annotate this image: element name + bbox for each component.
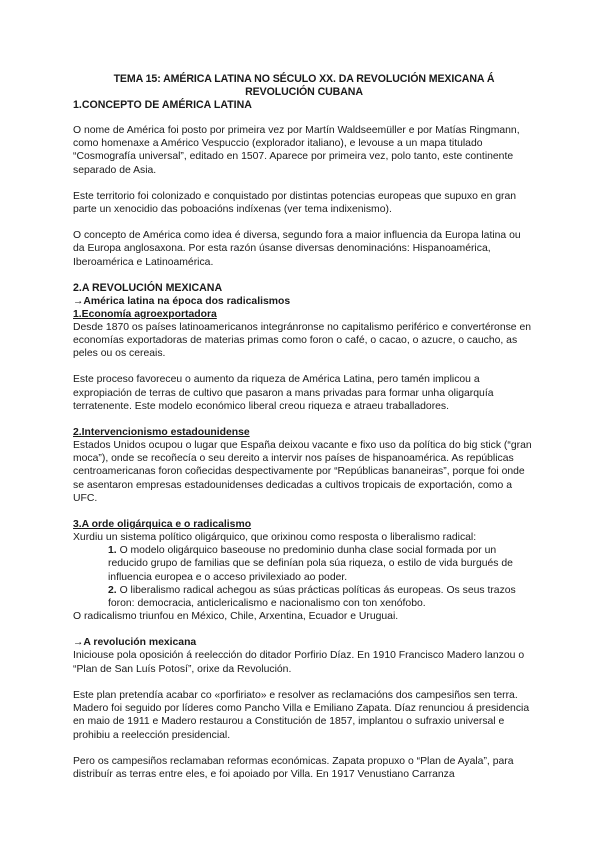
title-line-1: TEMA 15: AMÉRICA LATINA NO SÉCULO XX. DA REVOLUCIÓN MEXICANA Á [113,73,495,85]
list-item-text: O modelo oligárquico baseouse no predominio dunha clase social formada por un reducido grupo de familias que se definían pola súa riqueza, o estilo de vida burgués de influencia europea e o acceso privilexiado ao poder. [108,545,513,583]
oligarchy-outro: O radicalismo triunfou en México, Chile, Arxentina, Ecuador e Uruguai. [73,611,399,623]
economy-paragraph-1: Desde 1870 os países latinoamericanos integránronse no capitalismo periférico e convertéronse en economías exportadoras de materias primas como foron o café, o cacao, o azucre, o caucho, as peles ou os cereais. [73,321,532,360]
oligarchy-heading: 3.A orde oligárquica e o radicalismo [73,519,252,531]
section-2-subheading: →América latina na época dos radicalismos [73,295,291,307]
oligarchy-intro: Xurdiu un sistema político oligárquico, que orixinou como resposta o liberalismo radical: [73,532,477,544]
title-line-2: REVOLUCIÓN CUBANA [245,86,363,98]
section-1-paragraph-2: Este territorio foi colonizado e conquistado por distintas potencias europeas que supuxo en gran parte un xenocidio das poboacións indíxenas (ver tema indixenismo). [73,190,517,216]
list-item [108,584,535,610]
document-title [73,73,535,99]
intervention-paragraph: Estados Unidos ocupou o lugar que España deixou vacante e fixo uso da política do big stick (“gran moca”), onde se recoñecía o seu dereito a intervir nos países de hispanoamérica. As repúblicas centroamericanas foron coñecidas despectivamente por “Repúblicas bananeiras”, porque foi onde se asentaron empresas estadounidenses dedicadas a cultivos tropicais de exportación, como a UFC. [73,440,532,504]
section-1-heading: 1.CONCEPTO DE AMÉRICA LATINA [73,99,252,111]
list-item-number: 1. [108,545,117,557]
list-item-number: 2. [108,584,117,596]
document-body [73,73,535,781]
oligarchy-list [73,544,535,610]
section-2-heading: 2.A REVOLUCIÓN MEXICANA [73,281,223,294]
revolution-paragraph-3: Pero os campesiños reclamaban reformas económicas. Zapata propuxo o “Plan de Ayala”, para distribuír as terras entre eles, e foi apoiado por Villa. En 1917 Venustiano Carranza [73,755,514,780]
list-item-text: O liberalismo radical achegou as súas prácticas políticas ás europeas. Os seus trazos foron: democracia, anticlericalismo e nacionalismo con ton xenófobo. [108,584,516,610]
list-item [108,544,535,584]
economy-heading: 1.Economía agroexportadora [73,308,217,320]
mexican-revolution-heading: →A revolución mexicana [73,637,197,649]
economy-paragraph-2: Este proceso favoreceu o aumento da riqueza de América Latina, pero tamén implicou a expropiación de terras de cultivo que pasaron a mans privadas para formar unha oligarquía terratenente. Este modelo económico liberal creou riqueza e atraeu traballadores. [73,374,494,412]
section-1-paragraph-1: O nome de América foi posto por primeira vez por Martín Waldseemüller e por Matías Ringmann, como homenaxe a Américo Vespuccio (explorador italiano), e levouse a un mapa titulado “Cosmografía universal”, editado en 1507. Aparece por primeira vez, polo tanto, este continente separado de Asia. [73,125,520,176]
revolution-paragraph-1: Iniciouse pola oposición á reelección do ditador Porfirio Díaz. En 1910 Francisco Madero lanzou o “Plan de San Luís Potosí”, orixe da Revolución. [73,650,525,675]
intervention-heading: 2.Intervencionismo estadounidense [73,427,250,439]
revolution-paragraph-2: Este plan pretendía acabar co «porfiriato» e resolver as reclamacións dos campesiños sen terra. Madero foi seguido por líderes como Pancho Villa e Emiliano Zapata. Díaz renunciou á presidencia en maio de 1911 e Madero restaurou a Constitución de 1857, implantou o sufraxio universal e prohibiu a reelección presidencial. [73,689,530,741]
section-1-paragraph-3: O concepto de América como idea é diversa, segundo fora a maior influencia da Europa latina ou da Europa anglosaxona. Por esta razón úsanse diversas denominacións: Hispanoamérica, Iberoamérica e Latinoamérica. [73,230,521,268]
